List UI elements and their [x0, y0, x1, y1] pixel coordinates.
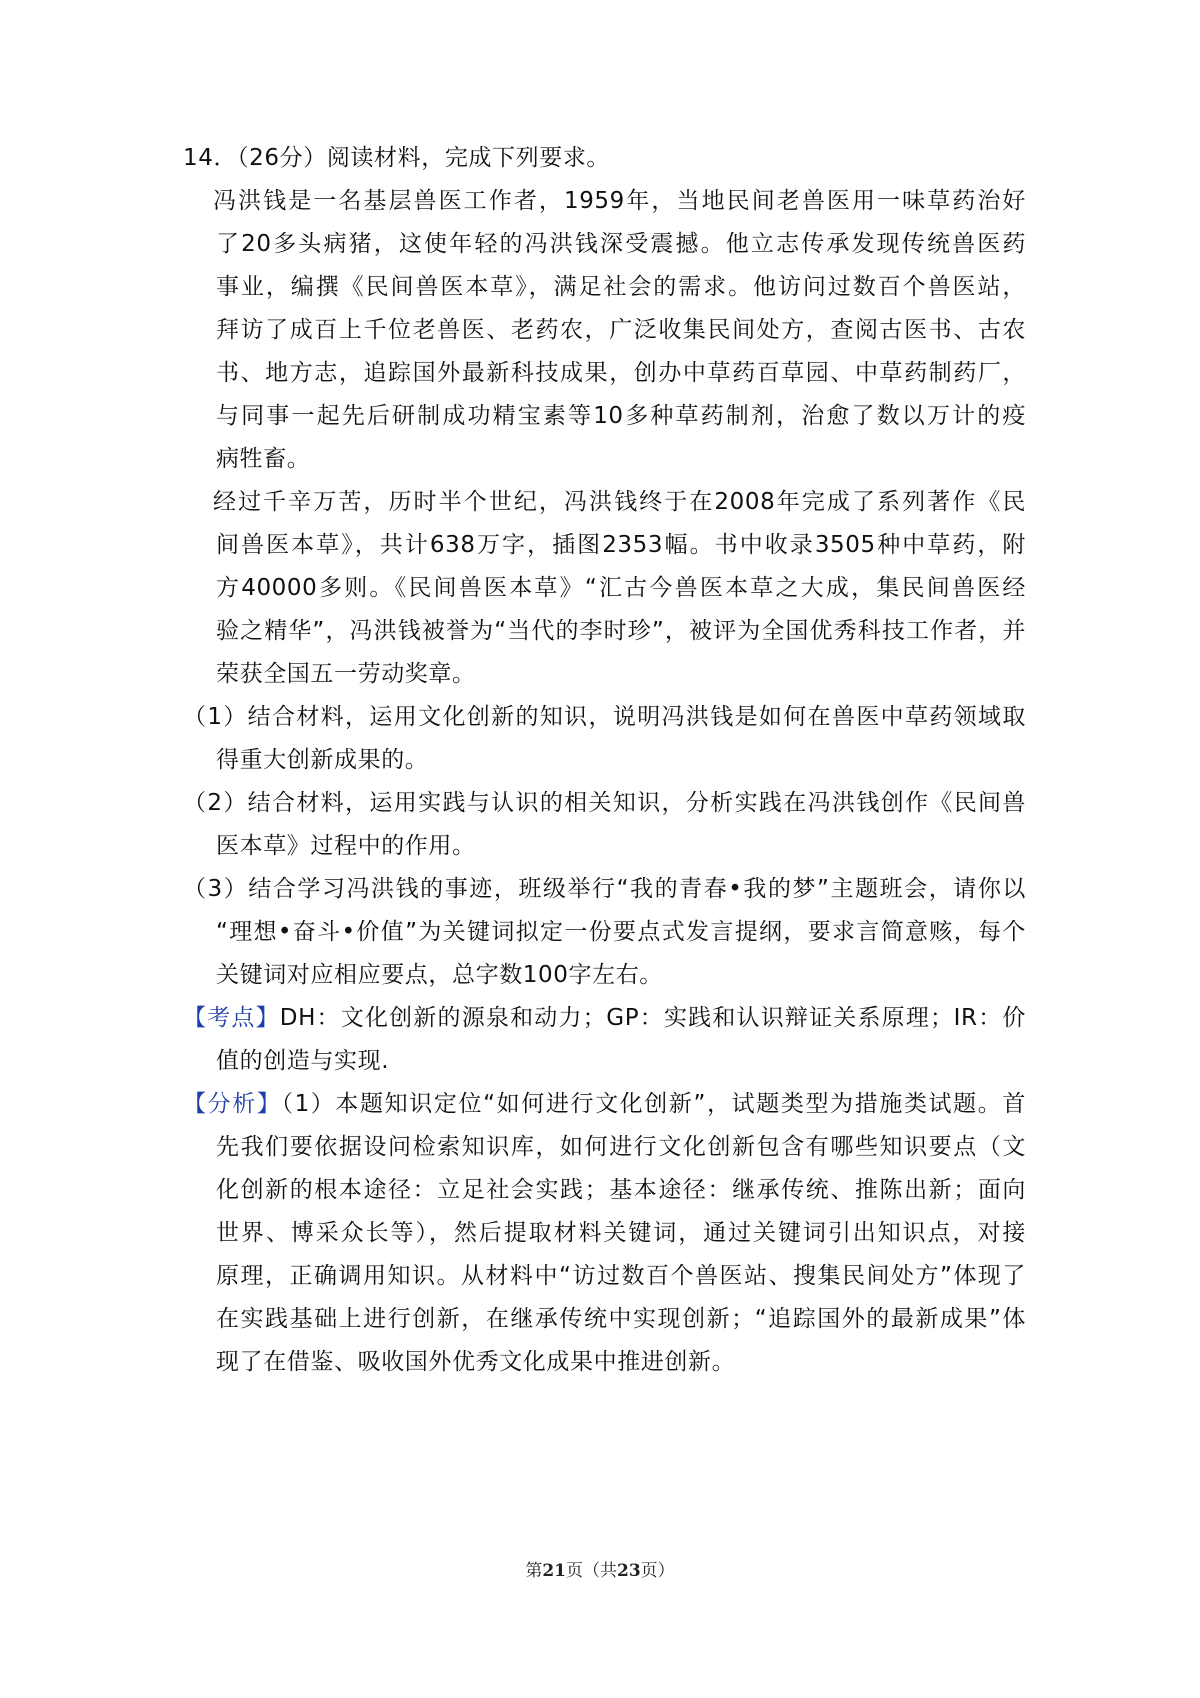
kaodian-tag: 【考点】 [183, 1005, 280, 1031]
sub-question-2-cont: 医本草》过程中的作用。 [216, 833, 476, 859]
material-line: 病牲畜。 [216, 446, 311, 472]
material-line: 与同事一起先后研制成功精宝素等10多种草药制剂，治愈了数以万计的疫 [216, 403, 1026, 429]
sub-question-1-cont: 得重大创新成果的。 [216, 747, 429, 773]
footer-total-pages: 23 [617, 1561, 641, 1581]
fenxi-cont: 原理，正确调用知识。从材料中“访过数百个兽医站、搜集民间处方”体现了 [216, 1263, 1026, 1289]
sub-question-3-cont: “理想•奋斗•价值”为关键词拟定一份要点式发言提纲，要求言简意赅，每个 [216, 919, 1026, 945]
material-line: 荣获全国五一劳动奖章。 [216, 661, 476, 687]
material-line: 了20多头病猪，这使年轻的冯洪钱深受震撼。他立志传承发现传统兽医药 [216, 231, 1026, 257]
sub-question-3: （3）结合学习冯洪钱的事迹，班级举行“我的青春•我的梦”主题班会，请你以 [183, 876, 1026, 902]
material-line: 间兽医本草》，共计638万字，插图2353幅。书中收录3505种中草药，附 [216, 532, 1026, 558]
sub-question-3-cont: 关键词对应相应要点，总字数100字左右。 [216, 962, 663, 988]
footer-suffix: 页） [640, 1561, 675, 1581]
fenxi-cont: 先我们要依据设问检索知识库，如何进行文化创新包含有哪些知识要点（文 [216, 1134, 1026, 1160]
material-line: 书、地方志，追踪国外最新科技成果，创办中草药百草园、中草药制药厂， [216, 360, 1026, 386]
material-line: 冯洪钱是一名基层兽医工作者，1959年，当地民间老兽医用一味草药治好 [213, 188, 1026, 214]
question-header: 14．（26分）阅读材料，完成下列要求。 [183, 145, 611, 171]
footer-prefix: 第 [525, 1561, 543, 1581]
fenxi-line [183, 1089, 1026, 1119]
footer-middle: 页（共 [566, 1561, 617, 1581]
sub-question-2: （2）结合材料，运用实践与认识的相关知识，分析实践在冯洪钱创作《民间兽 [183, 790, 1026, 816]
footer-page-number: 21 [542, 1561, 566, 1581]
fenxi-cont: 在实践基础上进行创新，在继承传统中实现创新；“追踪国外的最新成果”体 [216, 1306, 1026, 1332]
fenxi-text: （1）本题知识定位“如何进行文化创新”，试题类型为措施类试题。首 [281, 1091, 1026, 1117]
sub-question-1: （1）结合材料，运用文化创新的知识，说明冯洪钱是如何在兽医中草药领域取 [183, 704, 1026, 730]
kaodian-cont: 值的创造与实现. [216, 1048, 390, 1074]
material-line: 验之精华”，冯洪钱被誉为“当代的李时珍”，被评为全国优秀科技工作者，并 [216, 618, 1026, 644]
fenxi-tag: 【分析】 [183, 1091, 282, 1117]
page-footer [0, 1556, 1200, 1581]
material-line: 经过千辛万苦，历时半个世纪，冯洪钱终于在2008年完成了系列著作《民 [213, 489, 1026, 515]
material-line: 拜访了成百上千位老兽医、老药农，广泛收集民间处方，查阅古医书、古农 [216, 317, 1026, 343]
material-line: 方40000多则。《民间兽医本草》“汇古今兽医本草之大成，集民间兽医经 [216, 575, 1026, 601]
fenxi-cont: 现了在借鉴、吸收国外优秀文化成果中推进创新。 [216, 1349, 736, 1375]
material-line: 事业，编撰《民间兽医本草》，满足社会的需求。他访问过数百个兽医站， [216, 274, 1026, 300]
kaodian-text: DH：文化创新的源泉和动力；GP：实践和认识辩证关系原理；IR：价 [279, 1005, 1026, 1031]
fenxi-cont: 化创新的根本途径：立足社会实践；基本途径：继承传统、推陈出新；面向 [216, 1177, 1026, 1203]
fenxi-cont: 世界、博采众长等），然后提取材料关键词，通过关键词引出知识点，对接 [216, 1220, 1026, 1246]
kaodian-line [183, 1003, 1026, 1033]
